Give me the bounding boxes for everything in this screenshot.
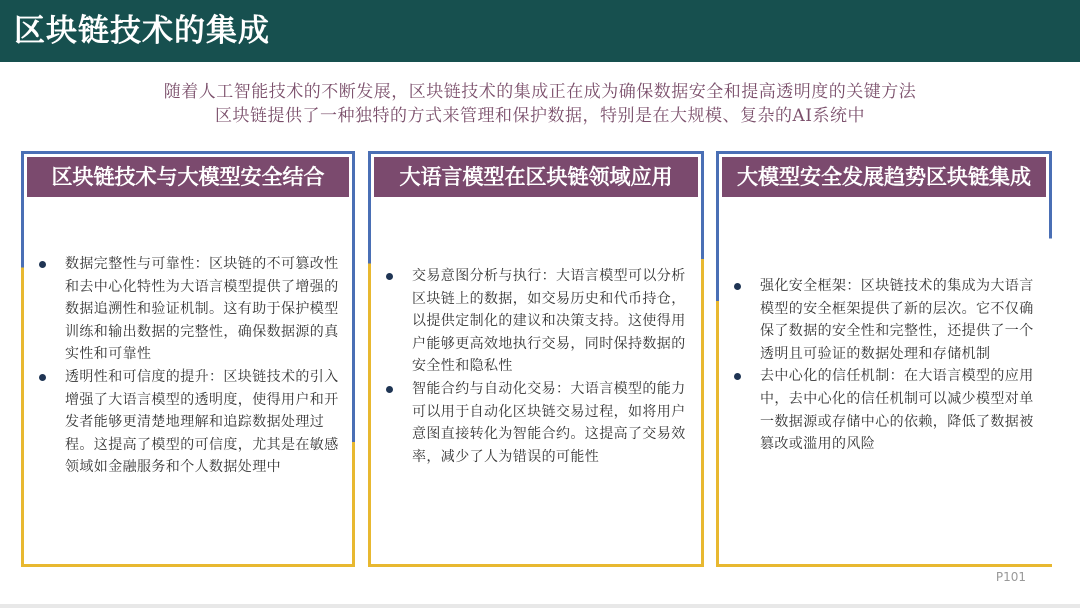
card-frame-right [1049, 151, 1052, 567]
card-frame-bottom [21, 564, 355, 567]
intro-line-1: 随着人工智能技术的不断发展，区块链技术的集成正在成为确保数据安全和提高透明度的关键方法 [163, 82, 917, 102]
card-title: 大语言模型在区块链领域应用 [374, 157, 698, 197]
card-frame-bottom [368, 564, 704, 567]
bullet-text: 智能合约与自动化交易：大语言模型的能力可以用于自动化区块链交易过程，如将用户意图直接转化为智能合约。这提高了交易效率，减少了人为错误的可能性 [412, 380, 686, 465]
list-item [35, 366, 345, 479]
card-frame-left [716, 151, 719, 567]
card-blockchain-llm-security [21, 151, 355, 567]
bullet-dot-icon [386, 386, 393, 393]
card-body [382, 265, 694, 468]
bullet-text: 去中心化的信任机制：在大语言模型的应用中，去中心化的信任机制可以减少模型对单一数据源或存储中心的依赖，降低了数据被篡改或滥用的风险 [760, 368, 1034, 453]
card-frame-top [716, 151, 1052, 154]
bullet-dot-icon [386, 273, 393, 280]
list-item [730, 275, 1042, 365]
list-item [382, 265, 694, 378]
card-frame-left [21, 151, 24, 567]
card-frame-top [368, 151, 704, 154]
footer-divider [0, 604, 1080, 608]
bullet-text: 交易意图分析与执行：大语言模型可以分析区块链上的数据，如交易历史和代币持仓，以提供定制化的建议和决策支持。这使得用户能够更高效地执行交易，同时保持数据的安全性和隐私性 [412, 268, 686, 375]
card-frame-bottom [716, 564, 1052, 567]
card-frame-left [368, 151, 371, 567]
card-frame-top [21, 151, 355, 154]
bullet-dot-icon [734, 283, 741, 290]
bullet-dot-icon [39, 261, 46, 268]
intro-line-2: 区块链提供了一种独特的方式来管理和保护数据，特别是在大规模、复杂的AI系统中 [215, 106, 865, 126]
card-frame-right [352, 151, 355, 567]
bullet-dot-icon [39, 374, 46, 381]
bullet-text: 数据完整性与可靠性：区块链的不可篡改性和去中心化特性为大语言模型提供了增强的数据追溯性和验证机制。这有助于保护模型训练和输出数据的完整性，确保数据源的真实性和可靠性 [65, 256, 339, 363]
card-security-trend-blockchain [716, 151, 1052, 567]
card-frame-right [701, 151, 704, 567]
card-title: 大模型安全发展趋势区块链集成 [722, 157, 1046, 197]
card-body [730, 275, 1042, 456]
bullet-dot-icon [734, 373, 741, 380]
list-item [35, 253, 345, 366]
page-number: P101 [995, 570, 1026, 584]
card-llm-blockchain-application [368, 151, 704, 567]
card-title: 区块链技术与大模型安全结合 [27, 157, 349, 197]
list-item [730, 365, 1042, 455]
card-body [35, 253, 345, 479]
bullet-text: 透明性和可信度的提升：区块链技术的引入增强了大语言模型的透明度，使得用户和开发者能够更清楚地理解和追踪数据处理过程。这提高了模型的可信度，尤其是在敏感领域如金融服务和个人数据处理中 [65, 368, 339, 476]
bullet-text: 强化安全框架：区块链技术的集成为大语言模型的安全框架提供了新的层次。它不仅确保了数据的安全性和完整性，还提供了一个透明且可验证的数据处理和存储机制 [760, 278, 1034, 362]
page-title: 区块链技术的集成 [14, 13, 270, 49]
list-item [382, 378, 694, 468]
